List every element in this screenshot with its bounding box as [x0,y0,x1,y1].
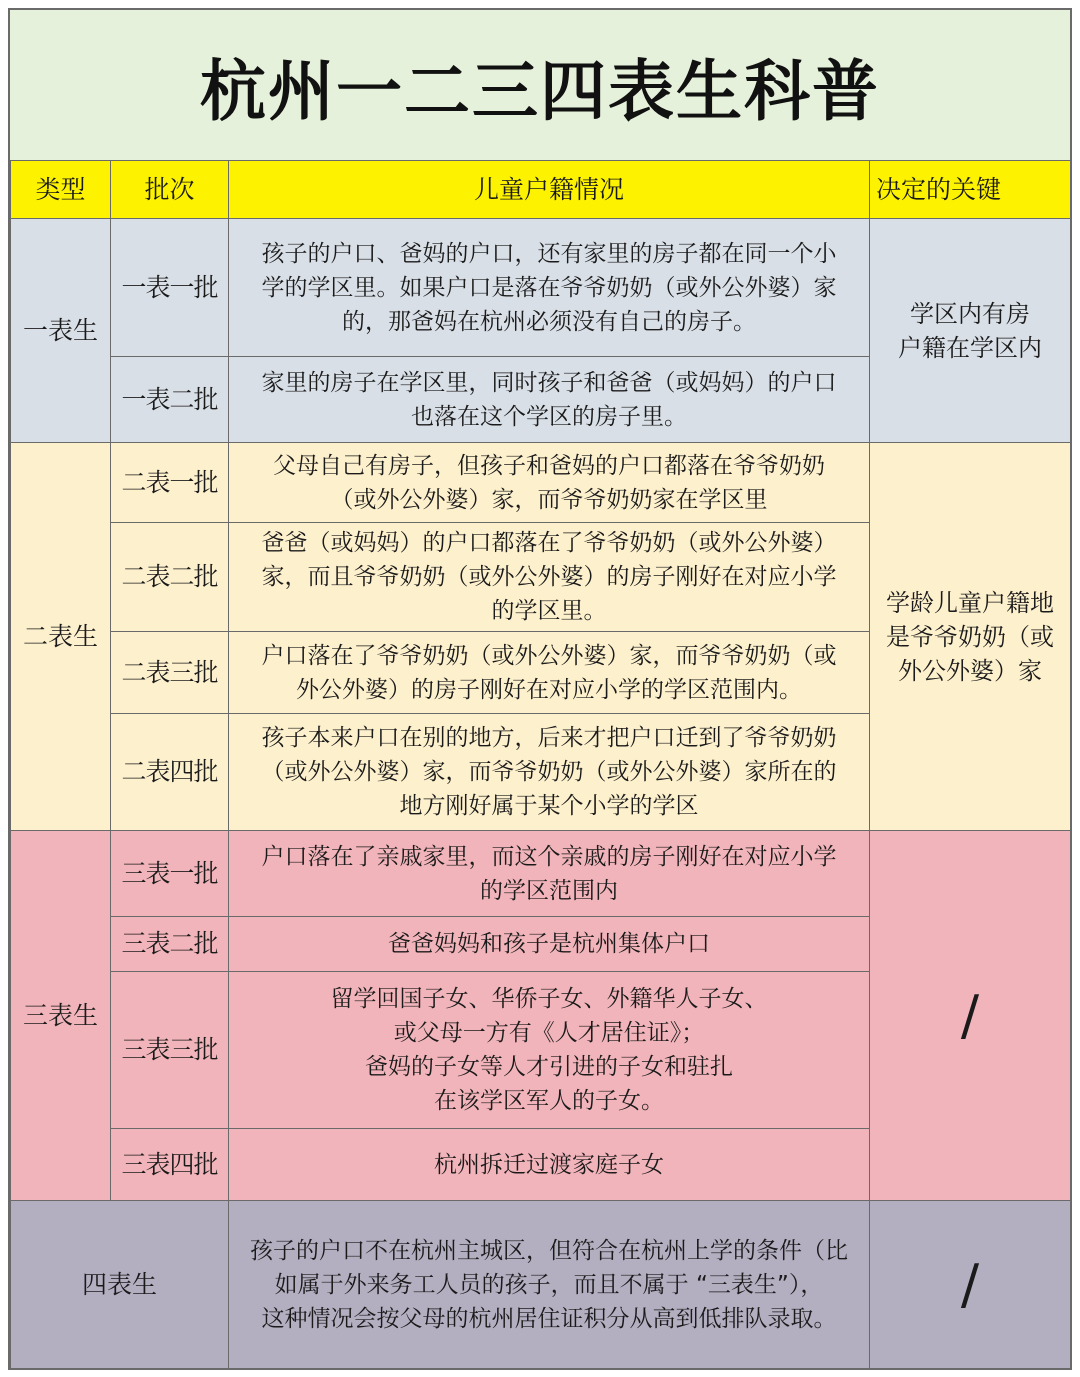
description-cell [229,972,870,1129]
description-cell [229,357,870,443]
table-row [11,443,1071,523]
description-line: 如属于外来务工人员的孩子，而且不属于 “三表生”）， [274,1271,824,1298]
batch-cell: 一表一批 [111,219,229,357]
description-cell [229,917,870,972]
description-line: 孩子的户口、爸妈的户口，还有家里的房子都在同一个小 [261,240,837,267]
key-cell: / [870,831,1071,1201]
description-cell [229,1201,870,1369]
description-line: 留学回国子女、华侨子女、外籍华人子女、 [330,986,768,1012]
description-line: 孩子的户口不在杭州主城区，但符合在杭州上学的条件（比 [250,1237,848,1264]
batch-cell: 二表二批 [111,523,229,632]
header-type: 类型 [11,161,111,219]
description-line: 这种情况会按父母的杭州居住证积分从高到低排队录取。 [261,1305,837,1332]
description-line: 家，而且爷爷奶奶（或外公外婆）的房子刚好在对应小学 [261,564,837,590]
table-row [11,831,1071,917]
key-cell [870,443,1071,831]
header-row [11,161,1071,219]
description-line: 的学区范围内 [480,877,618,904]
description-cell [229,219,870,357]
description-line: 外公外婆）的房子刚好在对应小学的学区范围内。 [296,676,802,703]
key-line: 学龄儿童户籍地 [886,588,1054,617]
description-line: 父母自己有房子，但孩子和爸妈的户口都落在爷爷奶奶 [273,452,825,479]
batch-cell: 三表四批 [111,1129,229,1201]
description-cell [229,714,870,831]
description-line: 的学区里。 [491,598,607,624]
key-line: 是爷爷奶奶（或 [886,622,1054,651]
description-line: 户口落在了亲戚家里，而这个亲戚的房子刚好在对应小学 [261,843,837,870]
key-cell: / [870,1201,1071,1369]
description-cell [229,1129,870,1201]
description-cell [229,632,870,714]
description-line: 或父母一方有《人才居住证》； [393,1020,705,1046]
batch-cell: 二表三批 [111,632,229,714]
batch-cell: 三表三批 [111,972,229,1129]
info-sheet [8,8,1072,1370]
batch-cell: 二表四批 [111,714,229,831]
type-cell: 一表生 [11,219,111,443]
type-cell: 三表生 [11,831,111,1201]
batch-cell: 一表二批 [111,357,229,443]
table-row [11,1201,1071,1369]
header-key: 决定的关键 [870,161,1071,219]
type-cell: 四表生 [11,1201,229,1369]
header-batch: 批次 [111,161,229,219]
description-line: 地方刚好属于某个小学的学区 [399,793,699,819]
page-title: 杭州一二三四表生科普 [10,10,1070,162]
key-line: 学区内有房 [910,299,1030,328]
header-household: 儿童户籍情况 [229,161,870,219]
table-row [11,219,1071,357]
description-line: 学的学区里。如果户口是落在爷爷奶奶（或外公外婆）家 [261,274,837,301]
description-line: 的，那爸妈在杭州必须没有自己的房子。 [342,308,756,335]
description-line: （或外公外婆）家，而爷爷奶奶家在学区里 [330,486,768,513]
description-line: 家里的房子在学区里，同时孩子和爸爸（或妈妈）的户口 [261,369,837,396]
description-line: （或外公外婆）家，而爷爷奶奶（或外公外婆）家所在的 [261,759,837,785]
key-line: 户籍在学区内 [898,333,1042,362]
batch-cell: 三表一批 [111,831,229,917]
description-line: 也落在这个学区的房子里。 [411,403,687,430]
key-line: 外公外婆）家 [898,656,1042,685]
description-line: 在该学区军人的子女。 [434,1088,664,1114]
key-cell [870,219,1071,443]
description-line: 爸爸妈妈和孩子是杭州集体户口 [388,931,710,957]
description-line: 户口落在了爷爷奶奶（或外公外婆）家，而爷爷奶奶（或 [261,642,837,669]
type-cell: 二表生 [11,443,111,831]
description-line: 爸爸（或妈妈）的户口都落在了爷爷奶奶（或外公外婆） [261,530,837,556]
description-line: 爸妈的子女等人才引进的子女和驻扎 [365,1054,733,1080]
enrollment-table [10,160,1071,1369]
description-line: 杭州拆迁过渡家庭子女 [434,1151,664,1178]
batch-cell: 三表二批 [111,917,229,972]
batch-cell: 二表一批 [111,443,229,523]
description-cell [229,443,870,523]
description-line: 孩子本来户口在别的地方，后来才把户口迁到了爷爷奶奶 [261,725,837,751]
description-cell [229,831,870,917]
description-cell [229,523,870,632]
